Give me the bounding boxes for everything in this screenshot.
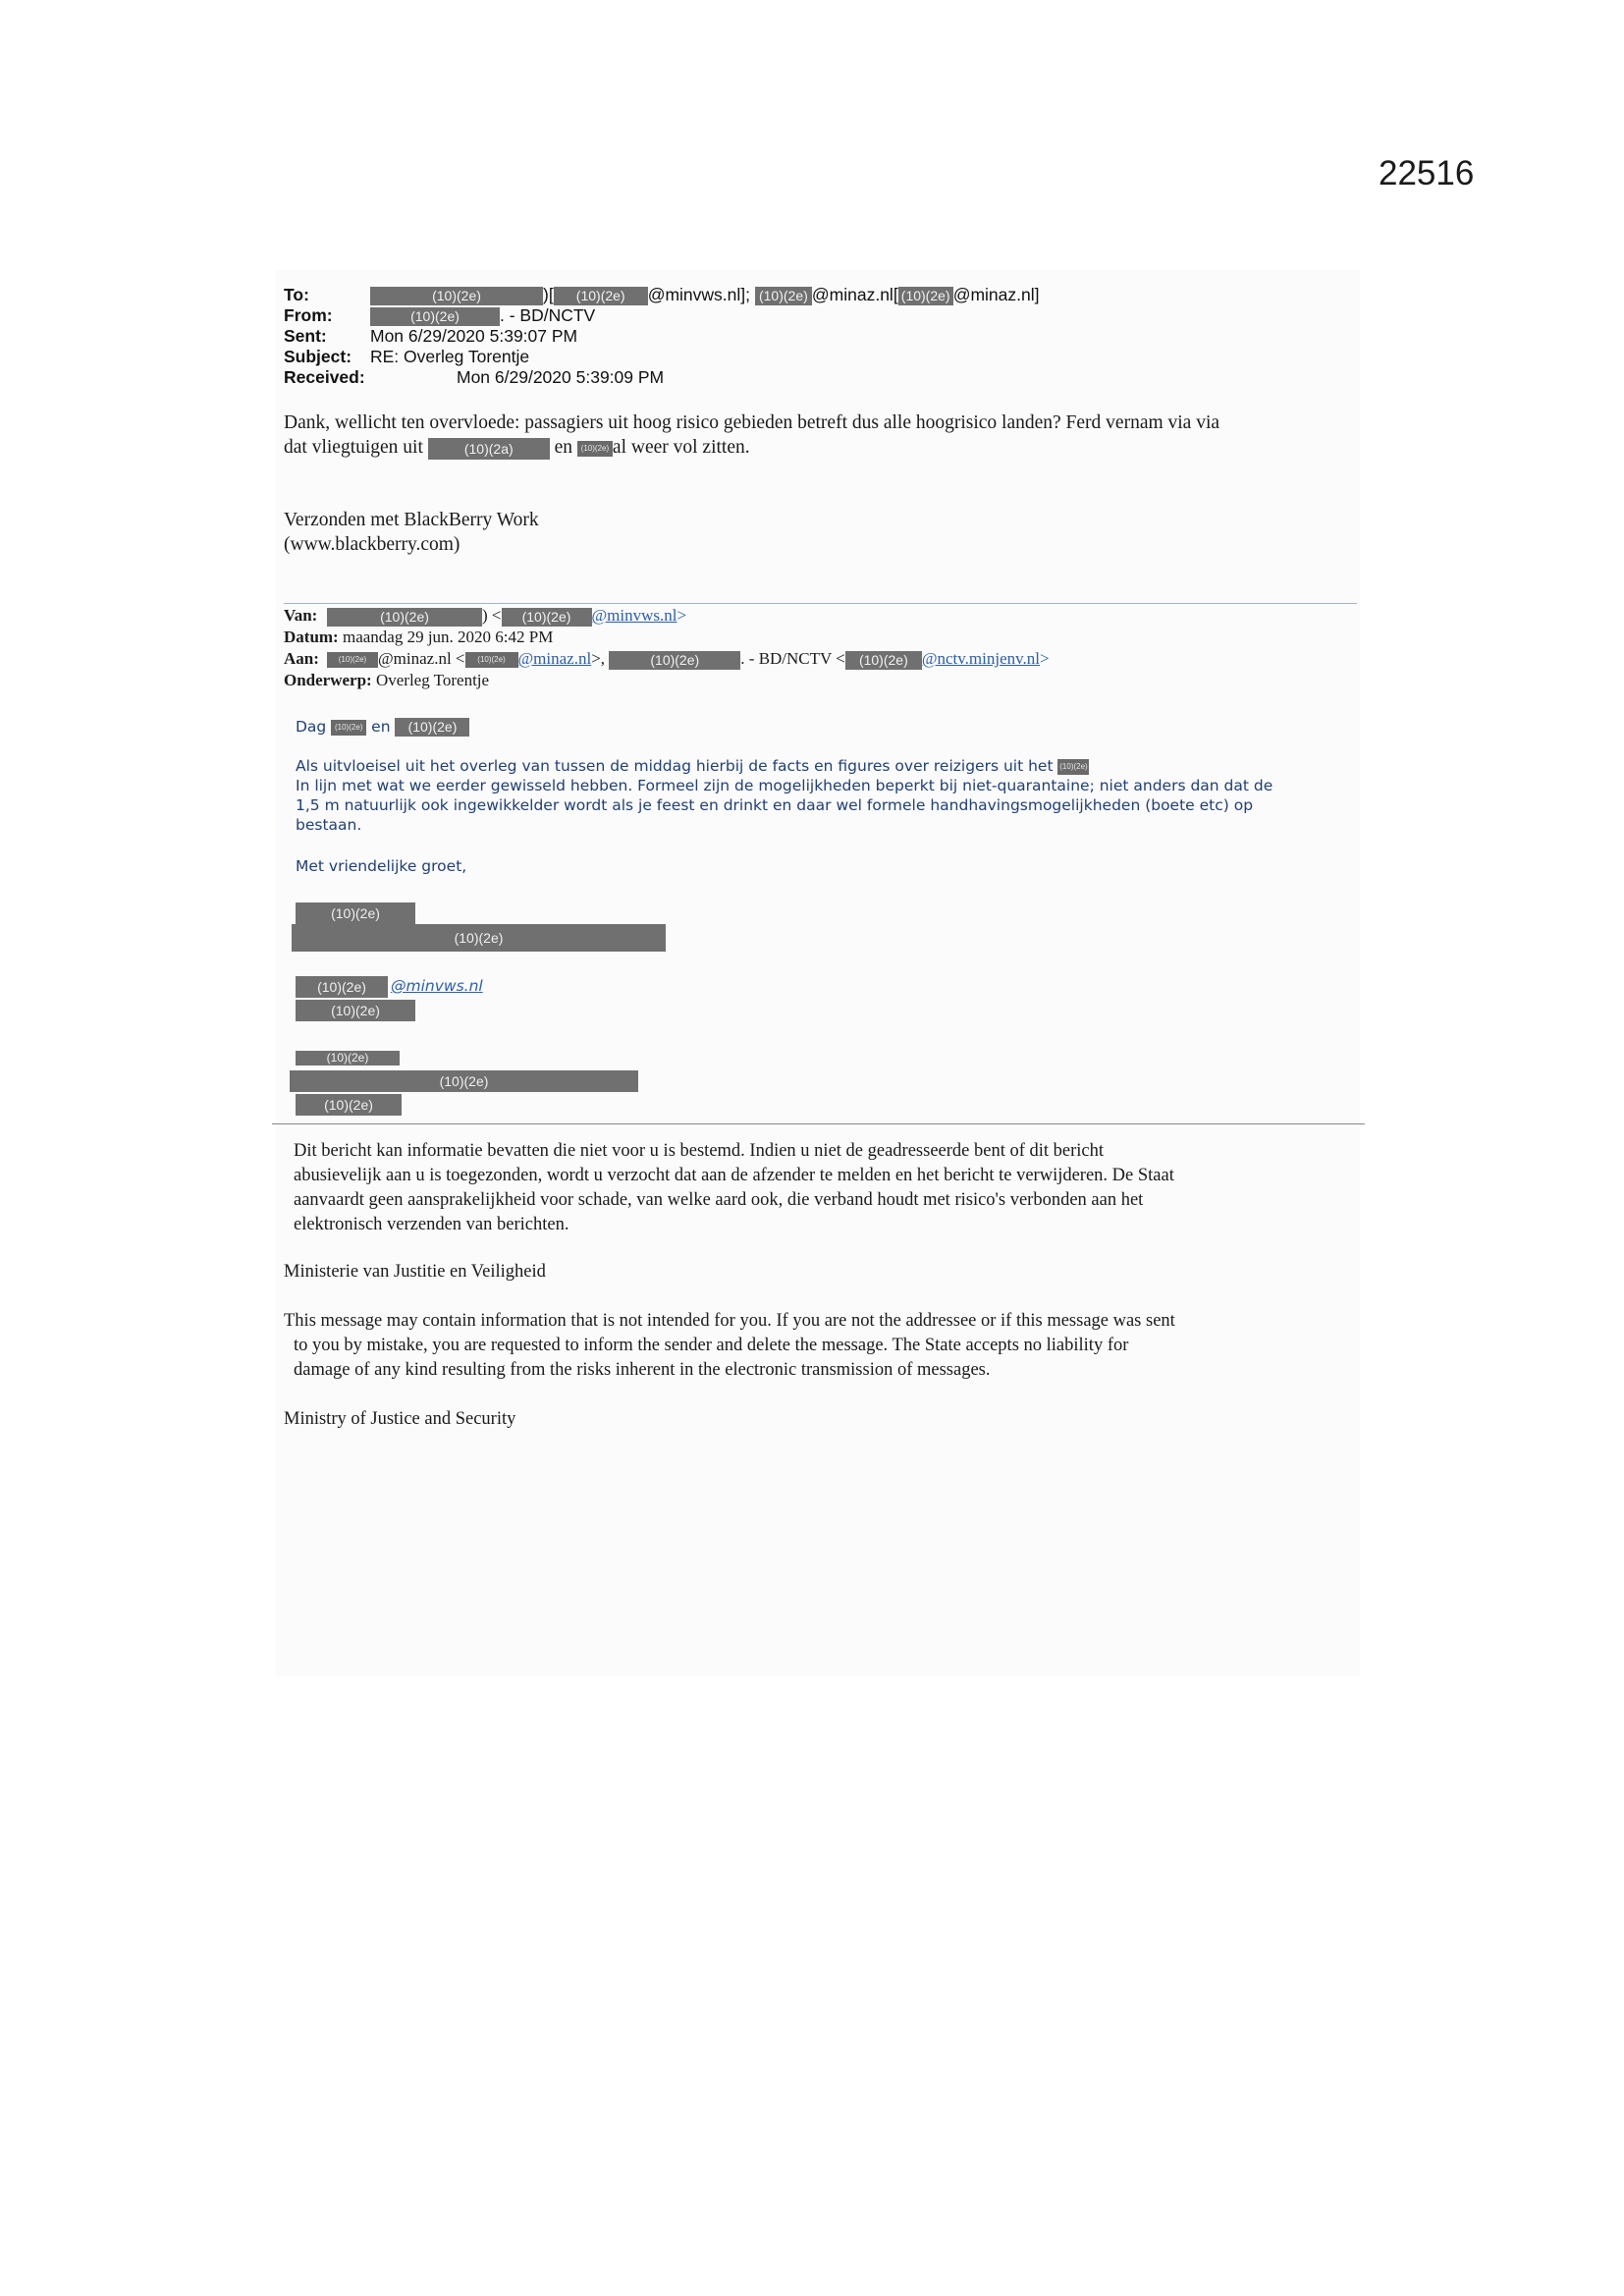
sent-label: Sent:	[284, 326, 327, 346]
redaction-box: (10)(2e)	[296, 1051, 400, 1066]
disclaimer-en-line: to you by mistake, you are requested to inform the sender and delete the message. The State accepts no liability for	[294, 1336, 1129, 1355]
message-line-3: 1,5 m natuurlijk ook ingewikkelder wordt als je feest en drinkt en daar wel formele handhavingsmogelijkheden (boete etc) op	[296, 796, 1254, 814]
reply-text: dat vliegtuigen uit	[284, 437, 423, 458]
header-subject-row	[284, 347, 529, 366]
redaction-box: (10)(2e)	[327, 608, 482, 627]
email-link[interactable]	[391, 976, 483, 996]
to-domain: @minaz.nl]	[952, 285, 1040, 304]
redaction-box: (10)(2e)	[554, 287, 648, 305]
redaction-box: (10)(2e)	[292, 924, 666, 952]
greeting	[296, 717, 469, 737]
disclaimer-nl-line: abusievelijk aan u is toegezonden, wordt u verzocht dat aan de afzender te melden en het bericht te verwijderen. De Staat	[294, 1166, 1174, 1185]
closing: Met vriendelijke groet,	[296, 857, 467, 875]
redaction-box: (10)(2e)	[290, 1070, 638, 1092]
disclaimer-nl-line: Dit bericht kan informatie bevatten die niet voor u is bestemd. Indien u niet de geadresseerde bent of dit bericht	[294, 1141, 1105, 1161]
message-text: Als uitvloeisel uit het overleg van tussen de middag hierbij de facts en figures over reizigers uit het	[296, 757, 1054, 775]
redaction-box: (10)(2e)	[296, 1094, 402, 1116]
datum-label: Datum:	[284, 628, 339, 646]
disclaimer-nl	[294, 1139, 1174, 1237]
received-label: Received:	[284, 367, 365, 387]
van-email-link[interactable]: @minvws.nl	[591, 606, 677, 625]
aan-label: Aan:	[284, 649, 319, 668]
redaction-box: (10)(2a)	[428, 438, 550, 460]
from-label: From:	[284, 305, 333, 325]
aan-email-link[interactable]: @minaz.nl	[517, 649, 592, 668]
forward-onderwerp-row	[284, 671, 489, 690]
redaction-box: (10)(2e)	[327, 652, 378, 668]
redaction-box: (10)(2e)	[395, 718, 469, 737]
disclaimer-en-line: This message may contain information that is not intended for you. If you are not the addressee or if this message was sent	[284, 1311, 1175, 1331]
divider	[284, 603, 1357, 604]
forward-aan-row	[284, 649, 1050, 670]
aan-email-link[interactable]: @nctv.minjenv.nl	[921, 649, 1040, 668]
aan-end: >	[1040, 649, 1050, 668]
aan-text: . - BD/NCTV <	[740, 649, 845, 668]
redaction-box: (10)(2e)	[465, 652, 518, 668]
redaction-box: (10)(2e)	[296, 1000, 415, 1021]
received-value: Mon 6/29/2020 5:39:09 PM	[457, 367, 665, 387]
disclaimer-nl-line: elektronisch verzenden van berichten.	[294, 1215, 569, 1234]
redaction-box: (10)(2e)	[577, 441, 613, 457]
disclaimer-nl-line: aanvaardt geen aansprakelijkheid voor schade, van welke aard ook, die verband houdt met risico's verbonden aan het	[294, 1190, 1144, 1210]
message-line-2: In lijn met wat we eerder gewisseld hebben. Formeel zijn de mogelijkheden beperkt bij niet-quarantaine; niet anders dan dat de	[296, 777, 1273, 794]
greeting-text: en	[371, 718, 391, 736]
redaction-box: (10)(2e)	[370, 307, 500, 326]
sent-value: Mon 6/29/2020 5:39:07 PM	[370, 326, 578, 346]
redaction-box: (10)(2e)	[331, 720, 366, 736]
reply-text: en	[554, 437, 573, 458]
aan-text: @minaz.nl <	[378, 649, 465, 668]
redaction-box: (10)(2e)	[296, 976, 388, 998]
reply-text: al weer vol zitten.	[612, 437, 750, 458]
signature-line-2: (www.blackberry.com)	[284, 534, 460, 555]
aan-text: >,	[591, 649, 606, 668]
onderwerp-label: Onderwerp:	[284, 671, 372, 689]
page-number: 22516	[1379, 154, 1475, 192]
header-to-row	[284, 285, 1039, 305]
divider	[272, 1123, 1365, 1124]
redaction-box: (10)(2e)	[296, 902, 415, 924]
header-received-row	[284, 367, 664, 387]
redaction-box: (10)(2e)	[609, 651, 740, 670]
redaction-box: (10)(2e)	[370, 287, 543, 305]
reply-line-1: Dank, wellicht ten overvloede: passagiers uit hoog risico gebieden betreft dus alle hoogrisico landen? Ferd vernam via via	[284, 412, 1220, 433]
subject-value: RE: Overleg Torentje	[370, 347, 530, 366]
disclaimer-en	[284, 1309, 1175, 1383]
van-separator: ) <	[482, 606, 502, 625]
forward-datum-row	[284, 628, 553, 647]
van-end: >	[677, 606, 687, 625]
redaction-box: (10)(2e)	[898, 287, 953, 305]
subject-label: Subject:	[284, 347, 352, 366]
header-from-row	[284, 305, 595, 326]
greeting-text: Dag	[296, 718, 327, 736]
disclaimer-en-line: damage of any kind resulting from the risks inherent in the electronic transmission of messages.	[294, 1360, 991, 1380]
header-sent-row	[284, 326, 577, 346]
email-link-text[interactable]: @minvws.nl	[391, 977, 483, 995]
to-separator: )[	[543, 285, 554, 304]
forward-van-row	[284, 606, 686, 627]
ministry-nl: Ministerie van Justitie en Veiligheid	[284, 1262, 546, 1282]
redaction-box: (10)(2e)	[845, 651, 922, 670]
message-line-4: bestaan.	[296, 816, 362, 834]
datum-value: maandag 29 jun. 2020 6:42 PM	[342, 628, 554, 646]
signature-line-1: Verzonden met BlackBerry Work	[284, 510, 539, 530]
onderwerp-value: Overleg Torentje	[375, 671, 490, 689]
van-label: Van:	[284, 606, 318, 625]
to-domain: @minaz.nl[	[811, 285, 898, 304]
to-label: To:	[284, 285, 309, 304]
to-domain: @minvws.nl];	[647, 285, 751, 304]
redaction-box: (10)(2e)	[1057, 759, 1089, 775]
message-line-1	[296, 756, 1089, 776]
from-suffix: . - BD/NCTV	[500, 305, 596, 325]
ministry-en: Ministry of Justice and Security	[284, 1409, 516, 1429]
reply-line-2	[284, 435, 750, 460]
redaction-box: (10)(2e)	[502, 608, 592, 627]
email-sheet	[276, 270, 1360, 1676]
redaction-box: (10)(2e)	[755, 287, 812, 305]
